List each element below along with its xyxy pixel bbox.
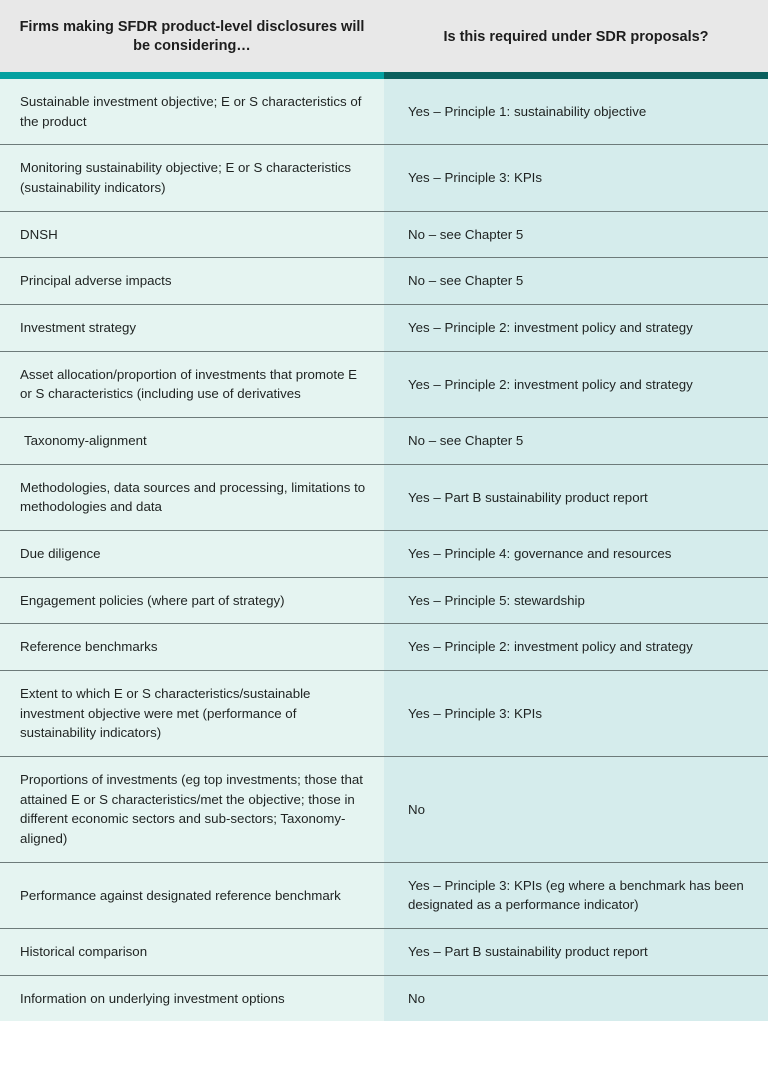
cell-disclosure (0, 79, 384, 144)
cell-disclosure-text: Extent to which E or S characteristics/sustainable investment objective were met (performance of sustainability indicators) (20, 686, 311, 741)
cell-sdr-requirement (384, 305, 768, 351)
cell-disclosure (0, 578, 384, 624)
cell-sdr-requirement (384, 757, 768, 862)
table-row (0, 670, 768, 756)
cell-sdr-requirement-text: No (408, 801, 425, 817)
cell-sdr-requirement (384, 624, 768, 670)
cell-disclosure (0, 976, 384, 1022)
cell-disclosure (0, 305, 384, 351)
cell-disclosure-text: Sustainable investment objective; E or S characteristics of the product (20, 94, 362, 129)
table-row (0, 577, 768, 624)
cell-disclosure (0, 929, 384, 975)
cell-disclosure-text: Asset allocation/proportion of investments that promote E or S characteristics (including use of derivatives (20, 366, 358, 402)
cell-disclosure-text: Reference benchmarks (20, 639, 158, 655)
cell-disclosure (0, 671, 384, 756)
column-header-sdr-requirement-label: Is this required under SDR proposals? (443, 28, 709, 45)
table-row (0, 417, 768, 464)
column-header-sdr-requirement (384, 0, 768, 72)
cell-sdr-requirement (384, 578, 768, 624)
cell-sdr-requirement-text: No – see Chapter 5 (408, 226, 524, 242)
cell-sdr-requirement-text: No – see Chapter 5 (408, 273, 524, 289)
cell-disclosure (0, 258, 384, 304)
cell-sdr-requirement-text: Yes – Principle 5: stewardship (408, 592, 585, 608)
cell-disclosure (0, 465, 384, 530)
cell-sdr-requirement-text: Yes – Principle 2: investment policy and strategy (408, 320, 693, 336)
cell-disclosure-text: Investment strategy (20, 320, 137, 336)
table-row (0, 975, 768, 1022)
cell-disclosure-text: Historical comparison (20, 944, 148, 960)
table-row (0, 79, 768, 144)
table-body (0, 79, 768, 1085)
table-row (0, 464, 768, 530)
cell-disclosure (0, 757, 384, 862)
accent-rule-left (0, 72, 384, 79)
cell-sdr-requirement-text: No (408, 990, 425, 1006)
cell-sdr-requirement (384, 929, 768, 975)
table-row (0, 756, 768, 862)
table-row (0, 928, 768, 975)
cell-sdr-requirement-text: Yes – Part B sustainability product report (408, 489, 648, 505)
cell-disclosure (0, 145, 384, 210)
table-row (0, 623, 768, 670)
column-header-disclosure (0, 0, 384, 72)
cell-sdr-requirement-text: Yes – Principle 3: KPIs (408, 705, 543, 721)
table-row (0, 530, 768, 577)
cell-disclosure-text: Methodologies, data sources and processing, limitations to methodologies and data (20, 479, 366, 515)
cell-disclosure-text: Information on underlying investment options (20, 990, 285, 1006)
cell-sdr-requirement (384, 258, 768, 304)
cell-sdr-requirement (384, 863, 768, 928)
cell-disclosure-text: Principal adverse impacts (20, 273, 172, 289)
cell-sdr-requirement (384, 418, 768, 464)
cell-sdr-requirement-text: No – see Chapter 5 (408, 433, 524, 449)
table-row (0, 257, 768, 304)
cell-disclosure (0, 212, 384, 258)
table-row (0, 144, 768, 210)
cell-disclosure-text: Proportions of investments (eg top investments; those that attained E or S characteristics/met the objective; those in different economic sectors and sub-sectors; Taxonomy-aligned) (20, 772, 363, 847)
cell-sdr-requirement-text: Yes – Principle 4: governance and resources (408, 546, 672, 562)
cell-sdr-requirement (384, 212, 768, 258)
accent-rule-right (384, 72, 768, 79)
table-row (0, 351, 768, 417)
cell-disclosure-text: Taxonomy-alignment (24, 433, 147, 449)
cell-sdr-requirement-text: Yes – Principle 1: sustainability objective (408, 103, 647, 119)
cell-disclosure (0, 531, 384, 577)
cell-sdr-requirement (384, 352, 768, 417)
cell-sdr-requirement (384, 531, 768, 577)
table-header-row (0, 0, 768, 72)
table-row (0, 211, 768, 258)
cell-sdr-requirement (384, 976, 768, 1022)
cell-sdr-requirement-text: Yes – Principle 3: KPIs (eg where a benchmark has been designated as a performance indicator) (408, 877, 744, 913)
table-row (0, 304, 768, 351)
cell-sdr-requirement (384, 465, 768, 530)
cell-sdr-requirement (384, 671, 768, 756)
cell-disclosure-text: Engagement policies (where part of strategy) (20, 592, 285, 608)
cell-disclosure (0, 863, 384, 928)
column-header-disclosure-label: Firms making SFDR product-level disclosures will be considering… (19, 19, 365, 54)
cell-disclosure-text: DNSH (20, 226, 58, 242)
cell-sdr-requirement-text: Yes – Principle 3: KPIs (408, 170, 543, 186)
cell-sdr-requirement (384, 79, 768, 144)
cell-disclosure-text: Performance against designated reference benchmark (20, 887, 341, 903)
cell-disclosure (0, 624, 384, 670)
cell-disclosure-text: Monitoring sustainability objective; E or S characteristics (sustainability indicators) (20, 160, 352, 196)
cell-sdr-requirement-text: Yes – Part B sustainability product report (408, 944, 648, 960)
table-row (0, 862, 768, 928)
cell-sdr-requirement (384, 145, 768, 210)
cell-sdr-requirement-text: Yes – Principle 2: investment policy and strategy (408, 376, 693, 392)
cell-disclosure (0, 352, 384, 417)
cell-disclosure-text: Due diligence (20, 546, 101, 562)
header-accent-rule (0, 72, 768, 79)
cell-sdr-requirement-text: Yes – Principle 2: investment policy and strategy (408, 639, 693, 655)
cell-disclosure (0, 418, 384, 464)
